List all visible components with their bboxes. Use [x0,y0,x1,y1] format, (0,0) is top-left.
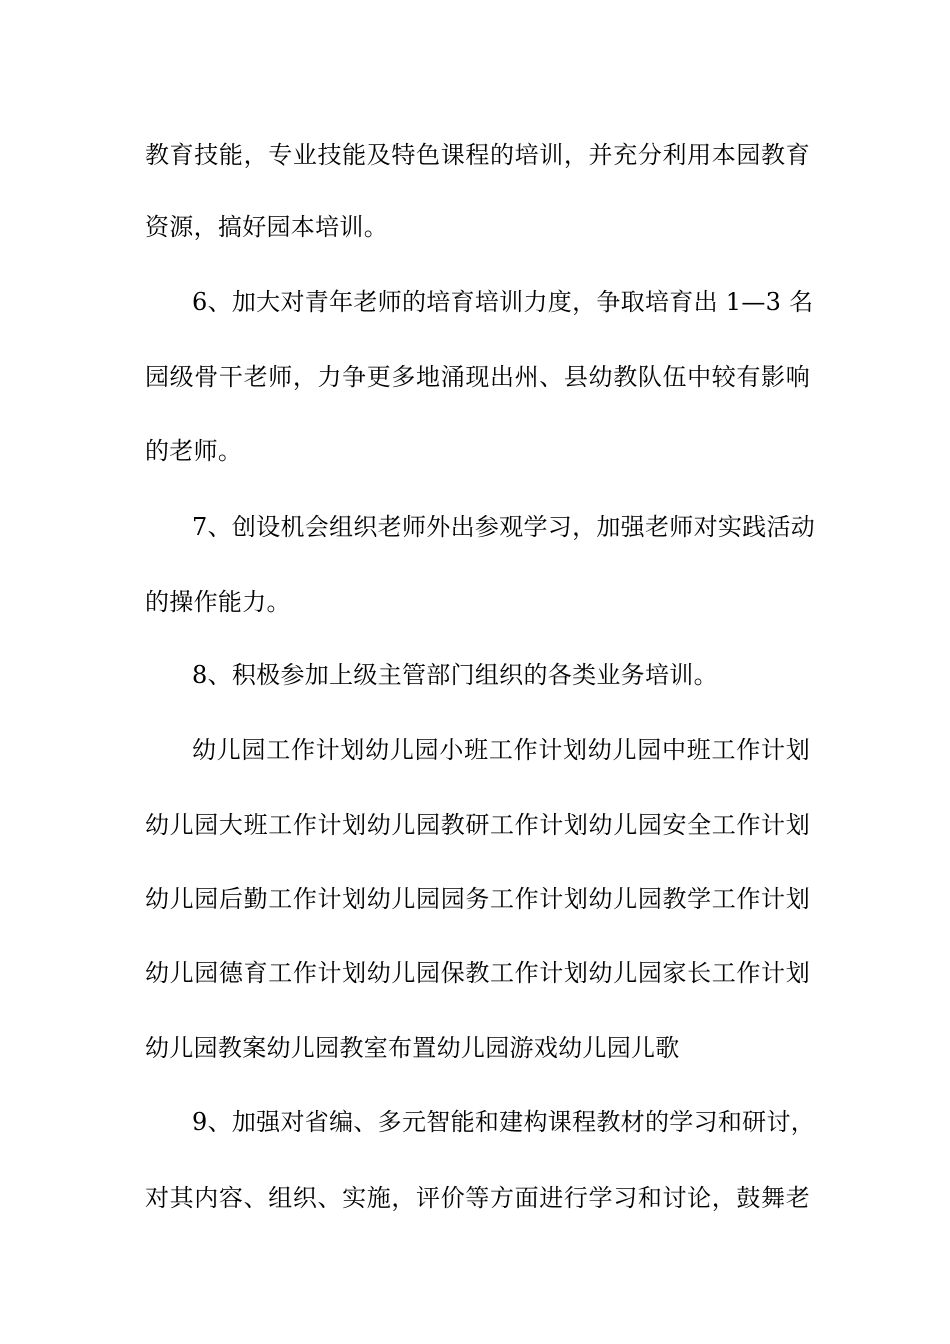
text-line: 7、创设机会组织老师外出参观学习，加强老师对实践活动 [192,513,816,541]
text-line: 6、加大对青年老师的培育培训力度，争取培育出 1—3 名 [192,288,814,316]
text-line: 资源，搞好园本培训。 [145,213,388,241]
related-links-line: 幼儿园大班工作计划幼儿园教研工作计划幼儿园安全工作计划 [145,811,810,839]
text-line: 的操作能力。 [145,588,291,616]
related-links-line: 幼儿园后勤工作计划幼儿园园务工作计划幼儿园教学工作计划 [145,885,810,913]
text-line: 园级骨干老师，力争更多地涌现出州、县幼教队伍中较有影响 [145,363,810,391]
text-line: 8、积极参加上级主管部门组织的各类业务培训。 [192,661,718,689]
text-line: 对其内容、组织、实施，评价等方面进行学习和讨论，鼓舞老 [145,1184,810,1212]
related-links-line: 幼儿园德育工作计划幼儿园保教工作计划幼儿园家长工作计划 [145,959,810,987]
text-line: 教育技能，专业技能及特色课程的培训，并充分利用本园教育 [145,141,810,169]
related-links-line: 幼儿园教案幼儿园教室布置幼儿园游戏幼儿园儿歌 [145,1034,680,1062]
related-links-line: 幼儿园工作计划幼儿园小班工作计划幼儿园中班工作计划 [192,736,810,764]
text-line: 的老师。 [145,437,243,465]
text-line: 9、加强对省编、多元智能和建构课程教材的学习和研讨， [192,1108,816,1136]
